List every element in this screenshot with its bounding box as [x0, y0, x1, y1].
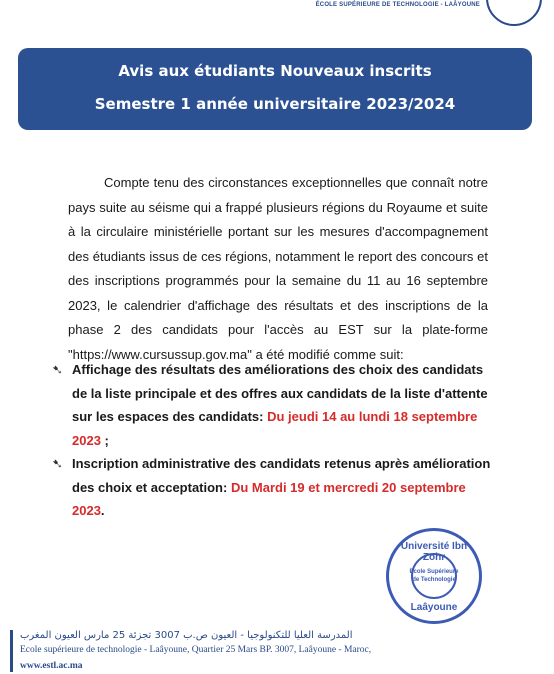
- stamp-top-text: Université Ibn Zohr: [400, 541, 468, 563]
- banner-title: Avis aux étudiants Nouveaux inscrits: [118, 62, 432, 80]
- bullet-tail: .: [100, 503, 105, 518]
- school-emblem-icon: [486, 0, 542, 26]
- stamp-center-text-2: de Technologie: [412, 577, 456, 583]
- footer-website-link[interactable]: www.estl.ac.ma: [20, 661, 83, 671]
- bullet-date: Du Mardi 19 et mercredi 20 septembre 2023: [72, 479, 466, 518]
- bullet-item: [52, 358, 492, 452]
- university-stamp: [386, 528, 482, 624]
- bullet-text: Inscription administrative des candidats retenus après amélioration des choix et acceptation:: [72, 456, 491, 495]
- bullet-item: [52, 452, 492, 523]
- footer-arabic-address: المدرسة العليا للتكنولوجيا - العيون ص.ب 3007 تجزئة 25 مارس العيون المغرب: [20, 630, 353, 641]
- bullet-list: [52, 358, 492, 523]
- arrow-bullet-icon: ➷: [52, 362, 63, 377]
- bullet-date: Du jeudi 14 au lundi 18 septembre 2023: [72, 409, 478, 448]
- title-banner: [18, 48, 532, 130]
- stamp-inner-ring: [411, 553, 457, 599]
- bullet-text: Affichage des résultats des améliorations des choix des candidats de la liste principale et des offres aux candidats de la liste d'attente sur les espaces des candidats:: [72, 362, 488, 424]
- stamp-bottom-text: Laâyoune: [410, 602, 458, 613]
- bullet-tail: ;: [100, 432, 109, 448]
- footer-accent-bar: [10, 630, 13, 672]
- stamp-center-text-1: Ecole Supérieure: [409, 569, 459, 575]
- header-logo: [315, 0, 542, 28]
- footer-address: Ecole supérieure de technologie - Laâyoune, Quartier 25 Mars BP. 3007, Laâyoune - Maroc,: [20, 645, 372, 655]
- school-name: ÉCOLE SUPÉRIEURE DE TECHNOLOGIE - LAÂYOUNE: [315, 2, 480, 8]
- banner-subtitle: Semestre 1 année universitaire 2023/2024: [94, 95, 456, 113]
- arrow-bullet-icon: ➷: [52, 456, 63, 471]
- notice-paragraph: Compte tenu des circonstances exceptionnelles que connaît notre pays suite au séisme qui a frappé plusieurs régions du Royaume et suite à la circulaire ministérielle portant sur les mesures d'accompagnement des étudiants issus de ces régions, notamment le report des concours et des inscriptions programmés pour la semaine du 11 au 16 septembre 2023, le calendrier d'affichage des résultats et des inscriptions de la phase 2 des candidats pour l'accès au EST sur la plate-forme "https://www.cursussup.gov.ma" a été modifié comme suit:: [68, 175, 488, 362]
